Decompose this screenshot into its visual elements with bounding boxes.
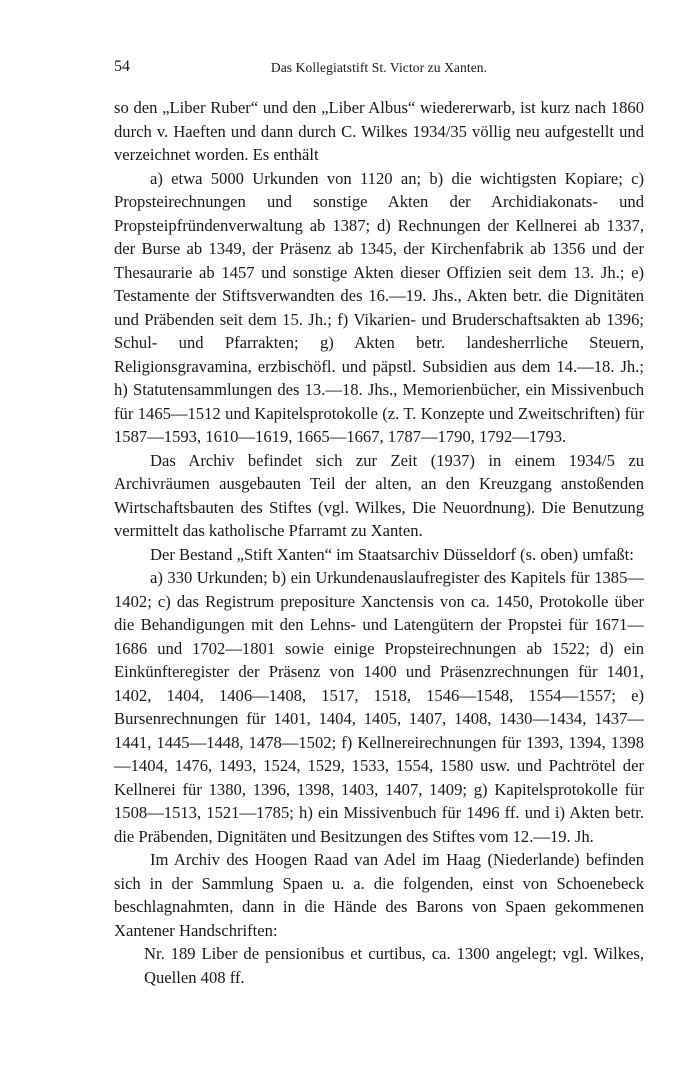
body-text	[114, 96, 644, 989]
paragraph-archive-contents: a) etwa 5000 Urkunden von 1120 an; b) die wichtigsten Kopiare; c) Propsteirechnungen und sonstige Akten der Archidiakonats- und Propsteipfründenverwaltung ab 1387; d) Rechnungen der Kellnerei ab 1337, der Burse ab 1349, der Präsenz ab 1345, der Kirchenfabrik ab 1356 und der Thesaurarie ab 1457 und sonstige Akten dieser Offizien seit dem 13. Jh.; e) Testamente der Stiftsverwandten des 16.—19. Jhs., Akten betr. die Dignitäten und Präbenden seit dem 15. Jh.; f) Vikarien- und Bruderschaftsakten ab 1396; Schul- und Pfarrakten; g) Akten betr. landesherrliche Steuern, Religionsgravamina, erzbischöfl. und päpstl. Subsidien aus dem 14.—18. Jh.; h) Statutensammlungen des 13.—18. Jhs., Memorienbücher, ein Missivenbuch für 1465—1512 und Kapitelsprotokolle (z. T. Konzepte und Zweitschriften) für 1587—1593, 1610—1619, 1665—1667, 1787—1790, 1792—1793.	[114, 168, 644, 446]
paragraph-duesseldorf-intro: Der Bestand „Stift Xanten“ im Staatsarchiv Düsseldorf (s. oben) umfaßt:	[150, 544, 634, 564]
paragraph-haag-intro: Im Archiv des Hoogen Raad van Adel im Haag (Niederlande) befinden sich in der Sammlung Spaen u. a. die folgenden, einst von Schoenebeck beschlagnahmten, dann in die Hände des Barons von Spaen gekommenen Xantener Handschriften:	[114, 850, 644, 940]
page-header	[114, 56, 644, 82]
manuscript-entry: Nr. 189 Liber de pensionibus et curtibus, ca. 1300 angelegt; vgl. Wilkes, Quellen 408 ff.	[144, 944, 644, 987]
page-number: 54	[114, 58, 130, 75]
running-title: Das Kollegiatstift St. Victor zu Xanten.	[270, 60, 488, 75]
paragraph-duesseldorf-contents: a) 330 Urkunden; b) ein Urkundenauslaufregister des Kapitels für 1385—1402; c) das Registrum prepositure Xanctensis von ca. 1450, Protokolle über die Behandigungen mit den Lehns- und Latengütern der Propstei für 1671—1686 und 1702—1801 sowie einige Propsteirechnungen ab 1522; d) ein Einkünfteregister der Präsenz von 1400 und Präsenzrechnungen für 1401, 1402, 1404, 1406—1408, 1517, 1518, 1546—1548, 1554—1557; e) Bursenrechnungen für 1401, 1404, 1405, 1407, 1408, 1430—1434, 1437—1441, 1445—1448, 1478—1502; f) Kellnereirechnungen für 1393, 1394, 1398—1404, 1476, 1493, 1524, 1529, 1533, 1554, 1580 usw. und Pachtrötel der Kellnerei für 1380, 1396, 1398, 1403, 1407, 1409; g) Kapitelsprotokolle für 1508—1513, 1521—1785; h) ein Missivenbuch für 1496 ff. und i) Akten betr. die Präbenden, Dignitäten und Besitzungen des Stiftes vom 12.—19. Jh.	[114, 568, 644, 846]
paragraph-continuation: so den „Liber Ruber“ und den „Liber Albus“ wiedererwarb, ist kurz nach 1860 durch v. Haeften und dann durch C. Wilkes 1934/35 völlig neu aufgestellt und verzeichnet worden. Es enthält	[114, 98, 644, 164]
document-page	[114, 56, 644, 989]
paragraph-archive-location: Das Archiv befindet sich zur Zeit (1937) in einem 1934/5 zu Archivräumen ausgebauten Teil der alten, an den Kreuzgang anstoßenden Wirtschaftsbauten des Stiftes (vgl. Wilkes, Die Neuordnung). Die Benutzung vermittelt das katholische Pfarramt zu Xanten.	[114, 450, 644, 540]
